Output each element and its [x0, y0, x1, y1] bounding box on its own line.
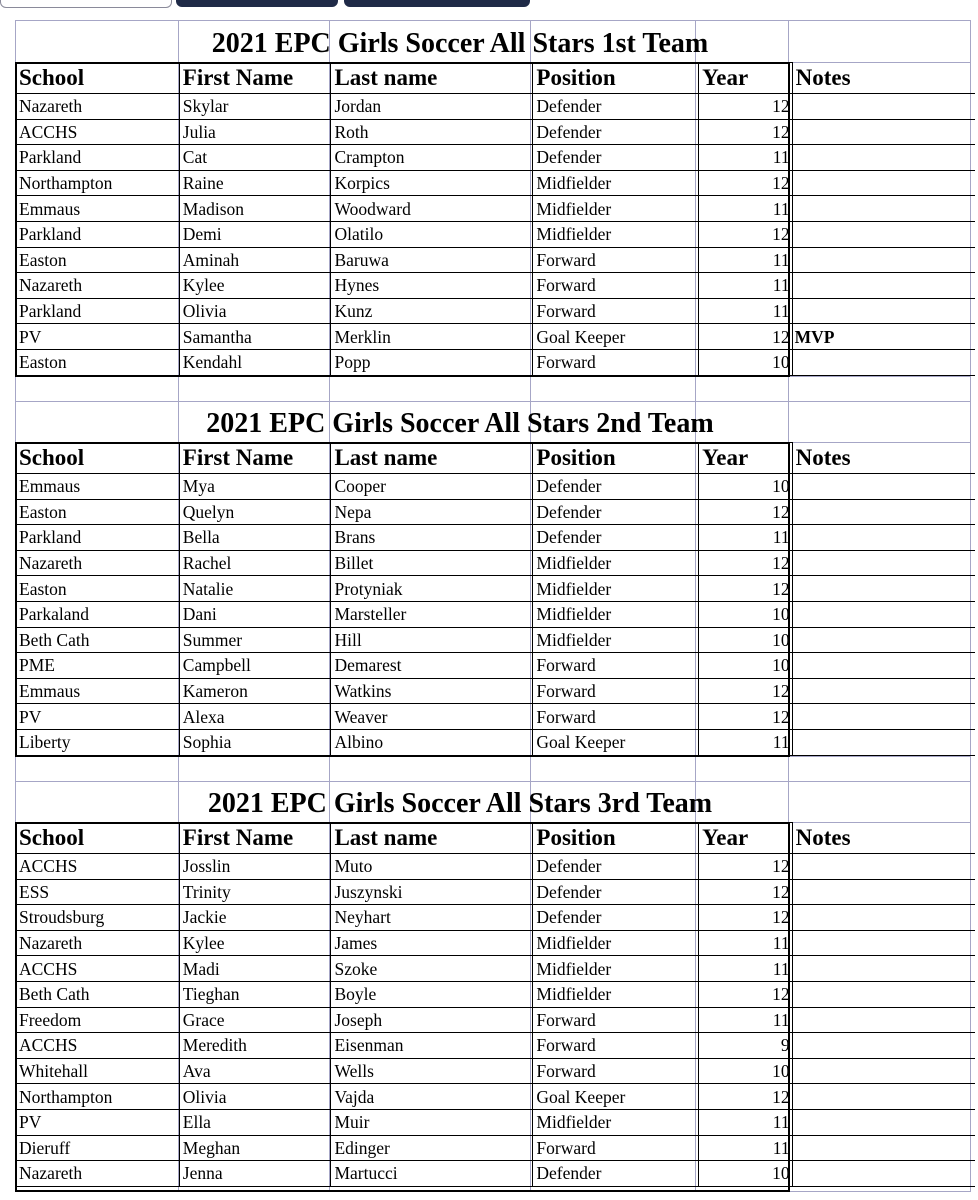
notes-cell[interactable]: [792, 94, 975, 120]
notes-cell[interactable]: [792, 905, 975, 931]
table-row: [16, 1007, 976, 1033]
notes-cell[interactable]: [792, 576, 975, 602]
position-cell[interactable]: Defender: [533, 1161, 699, 1187]
column-header[interactable]: First Name: [179, 443, 331, 474]
first-name-cell[interactable]: Grace: [179, 1007, 331, 1033]
year-cell[interactable]: 11: [699, 1135, 792, 1161]
first-name-cell[interactable]: Mya: [179, 474, 331, 500]
notes-cell[interactable]: [792, 627, 975, 653]
first-name-cell[interactable]: Skylar: [179, 94, 331, 120]
notes-cell[interactable]: [792, 119, 975, 145]
position-cell[interactable]: Midfielder: [533, 627, 699, 653]
table-row: [16, 273, 976, 299]
last-name-cell[interactable]: Woodward: [331, 196, 533, 222]
sheet-tab-2[interactable]: [176, 0, 338, 7]
first-name-cell[interactable]: Meredith: [179, 1033, 331, 1059]
last-name-cell[interactable]: Vajda: [331, 1084, 533, 1110]
first-name-cell[interactable]: Summer: [179, 627, 331, 653]
position-cell[interactable]: Goal Keeper: [533, 1084, 699, 1110]
position-cell[interactable]: Forward: [533, 349, 699, 375]
team-1-table: [15, 62, 975, 376]
position-cell[interactable]: Forward: [533, 298, 699, 324]
position-cell[interactable]: Midfielder: [533, 981, 699, 1007]
position-cell[interactable]: Defender: [533, 145, 699, 171]
notes-cell[interactable]: [792, 1135, 975, 1161]
notes-cell[interactable]: [792, 298, 975, 324]
year-cell[interactable]: 11: [699, 247, 792, 273]
year-cell[interactable]: 12: [699, 905, 792, 931]
notes-cell[interactable]: [792, 525, 975, 551]
notes-cell[interactable]: [792, 956, 975, 982]
school-cell[interactable]: PV: [16, 704, 180, 730]
year-cell[interactable]: 12: [699, 499, 792, 525]
position-cell[interactable]: Defender: [533, 474, 699, 500]
notes-cell[interactable]: [792, 247, 975, 273]
school-cell[interactable]: Parkland: [16, 221, 180, 247]
school-cell[interactable]: PV: [16, 1109, 180, 1135]
last-name-cell[interactable]: Edinger: [331, 1135, 533, 1161]
school-cell[interactable]: Freedom: [16, 1007, 180, 1033]
notes-cell[interactable]: [792, 1058, 975, 1084]
school-cell[interactable]: Easton: [16, 499, 180, 525]
last-name-cell[interactable]: Albino: [331, 729, 533, 755]
last-name-cell[interactable]: Muir: [331, 1109, 533, 1135]
last-name-cell[interactable]: Jordan: [331, 94, 533, 120]
spreadsheet[interactable]: [15, 20, 971, 1192]
first-name-cell[interactable]: Aminah: [179, 247, 331, 273]
table-row: [16, 170, 976, 196]
column-header[interactable]: Year: [699, 63, 792, 94]
table-row: [16, 1135, 976, 1161]
column-header[interactable]: School: [16, 443, 180, 474]
notes-cell[interactable]: [792, 170, 975, 196]
last-name-cell[interactable]: Weaver: [331, 704, 533, 730]
year-cell[interactable]: 10: [699, 1058, 792, 1084]
school-cell[interactable]: ACCHS: [16, 956, 180, 982]
table-row: [16, 349, 976, 375]
table-row: [16, 653, 976, 679]
school-cell[interactable]: Beth Cath: [16, 981, 180, 1007]
sheet-tab-1[interactable]: [0, 0, 172, 8]
last-name-cell[interactable]: Neyhart: [331, 905, 533, 931]
table-row: [16, 550, 976, 576]
table-row: [16, 704, 976, 730]
notes-cell[interactable]: [792, 1007, 975, 1033]
table-row: [16, 627, 976, 653]
last-name-cell[interactable]: Olatilo: [331, 221, 533, 247]
column-header[interactable]: Notes: [792, 63, 975, 94]
table-row: [16, 1033, 976, 1059]
year-cell[interactable]: 12: [699, 221, 792, 247]
table-row: [16, 247, 976, 273]
school-cell[interactable]: Easton: [16, 349, 180, 375]
school-cell[interactable]: Liberty: [16, 729, 180, 755]
table-row: [16, 145, 976, 171]
last-name-cell[interactable]: Nepa: [331, 499, 533, 525]
first-name-cell[interactable]: Rachel: [179, 550, 331, 576]
school-cell[interactable]: Easton: [16, 576, 180, 602]
first-name-cell[interactable]: Bella: [179, 525, 331, 551]
first-name-cell[interactable]: Tieghan: [179, 981, 331, 1007]
column-header[interactable]: Last name: [331, 823, 533, 854]
table-row: [16, 221, 976, 247]
position-cell[interactable]: Midfielder: [533, 601, 699, 627]
table-row: [16, 854, 976, 880]
table-row: [16, 324, 976, 350]
last-name-cell[interactable]: Protyniak: [331, 576, 533, 602]
position-cell[interactable]: Forward: [533, 678, 699, 704]
first-name-cell[interactable]: Josslin: [179, 854, 331, 880]
year-cell[interactable]: 12: [699, 170, 792, 196]
last-name-cell[interactable]: Hynes: [331, 273, 533, 299]
year-cell[interactable]: 11: [699, 956, 792, 982]
year-cell[interactable]: 12: [699, 879, 792, 905]
notes-cell[interactable]: [792, 349, 975, 375]
school-cell[interactable]: Nazareth: [16, 930, 180, 956]
first-name-cell[interactable]: Raine: [179, 170, 331, 196]
notes-cell[interactable]: [792, 1161, 975, 1187]
first-name-cell[interactable]: Jackie: [179, 905, 331, 931]
column-header[interactable]: Year: [699, 823, 792, 854]
school-cell[interactable]: Nazareth: [16, 94, 180, 120]
table-row: [16, 905, 976, 931]
position-cell[interactable]: Midfielder: [533, 956, 699, 982]
first-name-cell[interactable]: Kameron: [179, 678, 331, 704]
last-name-cell[interactable]: Joseph: [331, 1007, 533, 1033]
column-header[interactable]: Position: [533, 823, 699, 854]
table-row: [16, 94, 976, 120]
school-cell[interactable]: Parkland: [16, 525, 180, 551]
notes-cell[interactable]: [792, 1109, 975, 1135]
last-name-cell[interactable]: Watkins: [331, 678, 533, 704]
last-name-cell[interactable]: Szoke: [331, 956, 533, 982]
position-cell[interactable]: Goal Keeper: [533, 324, 699, 350]
year-cell[interactable]: 10: [699, 653, 792, 679]
table-row: [16, 298, 976, 324]
position-cell[interactable]: Defender: [533, 525, 699, 551]
table-row: [16, 956, 976, 982]
school-cell[interactable]: Northampton: [16, 1084, 180, 1110]
first-name-cell[interactable]: Olivia: [179, 1084, 331, 1110]
notes-cell[interactable]: [792, 550, 975, 576]
school-cell[interactable]: Parkland: [16, 298, 180, 324]
last-name-cell[interactable]: Billet: [331, 550, 533, 576]
column-header[interactable]: Notes: [792, 443, 975, 474]
grid-row-line: [15, 781, 971, 782]
first-name-cell[interactable]: Ava: [179, 1058, 331, 1084]
year-cell[interactable]: 11: [699, 273, 792, 299]
notes-cell[interactable]: [792, 499, 975, 525]
first-name-cell[interactable]: Campbell: [179, 653, 331, 679]
table-row: [16, 601, 976, 627]
position-cell[interactable]: Midfielder: [533, 576, 699, 602]
table-row: [16, 119, 976, 145]
header-row: [16, 63, 976, 94]
last-name-cell[interactable]: James: [331, 930, 533, 956]
year-cell[interactable]: 11: [699, 729, 792, 755]
year-cell[interactable]: 12: [699, 678, 792, 704]
table-row: [16, 576, 976, 602]
year-cell[interactable]: 10: [699, 601, 792, 627]
year-cell[interactable]: 10: [699, 474, 792, 500]
last-name-cell[interactable]: Wells: [331, 1058, 533, 1084]
school-cell[interactable]: Parkaland: [16, 601, 180, 627]
last-name-cell[interactable]: Crampton: [331, 145, 533, 171]
year-cell[interactable]: 10: [699, 627, 792, 653]
first-name-cell[interactable]: Natalie: [179, 576, 331, 602]
last-name-cell[interactable]: Roth: [331, 119, 533, 145]
notes-cell[interactable]: [792, 930, 975, 956]
notes-cell[interactable]: [792, 221, 975, 247]
column-header[interactable]: First Name: [179, 823, 331, 854]
table-row: [16, 474, 976, 500]
notes-cell[interactable]: [792, 145, 975, 171]
first-name-cell[interactable]: Olivia: [179, 298, 331, 324]
last-name-cell[interactable]: Baruwa: [331, 247, 533, 273]
school-cell[interactable]: Emmaus: [16, 678, 180, 704]
school-cell[interactable]: Whitehall: [16, 1058, 180, 1084]
year-cell[interactable]: 9: [699, 1033, 792, 1059]
column-header[interactable]: School: [16, 823, 180, 854]
position-cell[interactable]: Forward: [533, 1033, 699, 1059]
last-name-cell[interactable]: Boyle: [331, 981, 533, 1007]
last-name-cell[interactable]: Hill: [331, 627, 533, 653]
position-cell[interactable]: Forward: [533, 704, 699, 730]
first-name-cell[interactable]: Madi: [179, 956, 331, 982]
position-cell[interactable]: Midfielder: [533, 930, 699, 956]
school-cell[interactable]: PME: [16, 653, 180, 679]
last-name-cell[interactable]: Cooper: [331, 474, 533, 500]
grid-row-line: [15, 1191, 971, 1192]
year-cell[interactable]: 10: [699, 1161, 792, 1187]
notes-cell[interactable]: [792, 474, 975, 500]
year-cell[interactable]: 12: [699, 854, 792, 880]
first-name-cell[interactable]: Samantha: [179, 324, 331, 350]
year-cell[interactable]: 11: [699, 196, 792, 222]
grid-top-line: [15, 20, 971, 21]
notes-cell[interactable]: [792, 653, 975, 679]
sheet-tab-bar: [0, 0, 978, 8]
first-name-cell[interactable]: Julia: [179, 119, 331, 145]
year-cell[interactable]: 12: [699, 981, 792, 1007]
notes-cell[interactable]: [792, 601, 975, 627]
year-cell[interactable]: 11: [699, 298, 792, 324]
position-cell[interactable]: Midfielder: [533, 550, 699, 576]
position-cell[interactable]: Goal Keeper: [533, 729, 699, 755]
table-row: [16, 196, 976, 222]
notes-cell[interactable]: [792, 981, 975, 1007]
school-cell[interactable]: Emmaus: [16, 196, 180, 222]
grid-row-line: [15, 401, 971, 402]
school-cell[interactable]: Parkland: [16, 145, 180, 171]
school-cell[interactable]: Northampton: [16, 170, 180, 196]
first-name-cell[interactable]: Kylee: [179, 273, 331, 299]
position-cell[interactable]: Defender: [533, 499, 699, 525]
first-name-cell[interactable]: Madison: [179, 196, 331, 222]
position-cell[interactable]: Forward: [533, 1135, 699, 1161]
column-header[interactable]: Year: [699, 443, 792, 474]
notes-cell[interactable]: [792, 879, 975, 905]
first-name-cell[interactable]: Quelyn: [179, 499, 331, 525]
header-row: [16, 443, 976, 474]
last-name-cell[interactable]: Martucci: [331, 1161, 533, 1187]
school-cell[interactable]: Nazareth: [16, 273, 180, 299]
position-cell[interactable]: Defender: [533, 94, 699, 120]
last-name-cell[interactable]: Merklin: [331, 324, 533, 350]
first-name-cell[interactable]: Ella: [179, 1109, 331, 1135]
table-row: [16, 499, 976, 525]
first-name-cell[interactable]: Cat: [179, 145, 331, 171]
notes-cell[interactable]: [792, 1084, 975, 1110]
last-name-cell[interactable]: Muto: [331, 854, 533, 880]
team-2-title: 2021 EPC Girls Soccer All Stars 2nd Team: [206, 408, 714, 439]
school-cell[interactable]: Easton: [16, 247, 180, 273]
position-cell[interactable]: Midfielder: [533, 196, 699, 222]
year-cell[interactable]: 12: [699, 550, 792, 576]
table-row: [16, 729, 976, 755]
first-name-cell[interactable]: Kylee: [179, 930, 331, 956]
school-cell[interactable]: Stroudsburg: [16, 905, 180, 931]
school-cell[interactable]: ACCHS: [16, 1033, 180, 1059]
team-2-table: [15, 442, 975, 756]
position-cell[interactable]: Defender: [533, 854, 699, 880]
position-cell[interactable]: Forward: [533, 247, 699, 273]
position-cell[interactable]: Midfielder: [533, 1109, 699, 1135]
table-row: [16, 525, 976, 551]
team-3-title: 2021 EPC Girls Soccer All Stars 3rd Team: [207, 788, 713, 819]
first-name-cell[interactable]: Kendahl: [179, 349, 331, 375]
first-name-cell[interactable]: Demi: [179, 221, 331, 247]
column-header[interactable]: Position: [533, 63, 699, 94]
year-cell[interactable]: 12: [699, 576, 792, 602]
position-cell[interactable]: Midfielder: [533, 170, 699, 196]
header-row: [16, 823, 976, 854]
grid-row-line: [15, 756, 971, 757]
table-row: [16, 1084, 976, 1110]
notes-cell[interactable]: [792, 704, 975, 730]
year-cell[interactable]: 11: [699, 930, 792, 956]
school-cell[interactable]: Beth Cath: [16, 627, 180, 653]
year-cell[interactable]: 12: [699, 94, 792, 120]
school-cell[interactable]: Dieruff: [16, 1135, 180, 1161]
year-cell[interactable]: 11: [699, 525, 792, 551]
notes-cell[interactable]: [792, 273, 975, 299]
column-header[interactable]: School: [16, 63, 180, 94]
school-cell[interactable]: Nazareth: [16, 550, 180, 576]
column-header[interactable]: Notes: [792, 823, 975, 854]
first-name-cell[interactable]: Meghan: [179, 1135, 331, 1161]
position-cell[interactable]: Forward: [533, 1007, 699, 1033]
last-name-cell[interactable]: Brans: [331, 525, 533, 551]
table-row: [16, 1058, 976, 1084]
notes-cell[interactable]: MVP: [792, 324, 975, 350]
school-cell[interactable]: ESS: [16, 879, 180, 905]
notes-cell[interactable]: [792, 678, 975, 704]
last-name-cell[interactable]: Eisenman: [331, 1033, 533, 1059]
last-name-cell[interactable]: Juszynski: [331, 879, 533, 905]
column-header[interactable]: Position: [533, 443, 699, 474]
notes-cell[interactable]: [792, 1033, 975, 1059]
table-row: [16, 1109, 976, 1135]
last-name-cell[interactable]: Korpics: [331, 170, 533, 196]
column-header[interactable]: First Name: [179, 63, 331, 94]
team-3-table: [15, 822, 975, 1187]
notes-cell[interactable]: [792, 854, 975, 880]
table-row: [16, 981, 976, 1007]
position-cell[interactable]: Defender: [533, 119, 699, 145]
last-name-cell[interactable]: Demarest: [331, 653, 533, 679]
last-name-cell[interactable]: Popp: [331, 349, 533, 375]
grid-row-line: [15, 376, 971, 377]
last-name-cell[interactable]: Kunz: [331, 298, 533, 324]
team-1-title: 2021 EPC Girls Soccer All Stars 1st Team: [211, 28, 709, 59]
year-cell[interactable]: 12: [699, 704, 792, 730]
position-cell[interactable]: Forward: [533, 653, 699, 679]
table-row: [16, 678, 976, 704]
first-name-cell[interactable]: Dani: [179, 601, 331, 627]
school-cell[interactable]: Nazareth: [16, 1161, 180, 1187]
year-cell[interactable]: 11: [699, 1007, 792, 1033]
sheet-tab-3[interactable]: [344, 0, 530, 7]
year-cell[interactable]: 12: [699, 119, 792, 145]
table-row: [16, 930, 976, 956]
first-name-cell[interactable]: Trinity: [179, 879, 331, 905]
table-row: [16, 1161, 976, 1187]
position-cell[interactable]: Forward: [533, 1058, 699, 1084]
first-name-cell[interactable]: Sophia: [179, 729, 331, 755]
year-cell[interactable]: 11: [699, 145, 792, 171]
position-cell[interactable]: Defender: [533, 905, 699, 931]
school-cell[interactable]: Emmaus: [16, 474, 180, 500]
year-cell[interactable]: 12: [699, 324, 792, 350]
school-cell[interactable]: ACCHS: [16, 854, 180, 880]
notes-cell[interactable]: [792, 729, 975, 755]
year-cell[interactable]: 11: [699, 1109, 792, 1135]
last-name-cell[interactable]: Marsteller: [331, 601, 533, 627]
position-cell[interactable]: Defender: [533, 879, 699, 905]
school-cell[interactable]: ACCHS: [16, 119, 180, 145]
position-cell[interactable]: Midfielder: [533, 221, 699, 247]
table-row: [16, 879, 976, 905]
column-header[interactable]: Last name: [331, 63, 533, 94]
notes-cell[interactable]: [792, 196, 975, 222]
year-cell[interactable]: 10: [699, 349, 792, 375]
year-cell[interactable]: 12: [699, 1084, 792, 1110]
position-cell[interactable]: Forward: [533, 273, 699, 299]
column-header[interactable]: Last name: [331, 443, 533, 474]
school-cell[interactable]: PV: [16, 324, 180, 350]
first-name-cell[interactable]: Jenna: [179, 1161, 331, 1187]
first-name-cell[interactable]: Alexa: [179, 704, 331, 730]
